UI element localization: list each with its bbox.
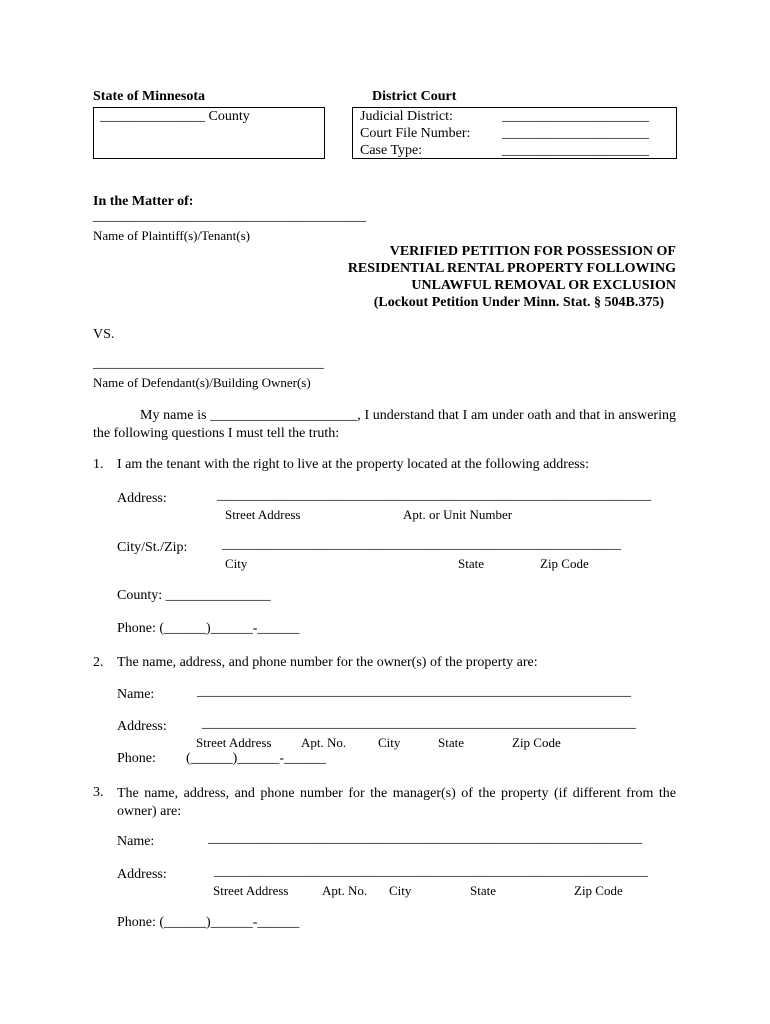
matter-label: In the Matter of: [93, 194, 194, 209]
judicial-district-field[interactable]: _____________________ [502, 109, 649, 124]
q2-address-label: Address: [117, 719, 167, 734]
q3-zip-caption: Zip Code [574, 883, 623, 898]
q3-address-label: Address: [117, 867, 167, 882]
q2-city-caption: City [378, 735, 401, 750]
q2-name-field[interactable]: ______________________________________________________________ [197, 684, 631, 699]
q2-number: 2. [93, 655, 104, 670]
q1-text: I am the tenant with the right to live at the property located at the following address: [117, 457, 589, 472]
q3-name-label: Name: [117, 834, 155, 849]
q3-phone-field[interactable]: Phone: (______)______-______ [117, 915, 300, 930]
q2-phone-label: Phone: [117, 751, 156, 766]
q2-street-caption: Street Address [196, 735, 272, 750]
q3-name-field[interactable]: ______________________________________________________________ [208, 831, 642, 846]
q2-name-label: Name: [117, 687, 155, 702]
court-file-label: Court File Number: [360, 126, 471, 141]
q3-city-caption: City [389, 883, 412, 898]
title-line: (Lockout Petition Under Minn. Stat. § 504B.375) [373, 295, 664, 310]
case-type-field[interactable]: _____________________ [502, 143, 649, 158]
plaintiff-label: Name of Plaintiff(s)/Tenant(s) [93, 228, 250, 243]
q3-address-field[interactable]: ______________________________________________________________ [214, 864, 648, 879]
q1-zip-caption: Zip Code [540, 556, 589, 571]
q1-city-field[interactable]: _________________________________________________________ [222, 537, 621, 552]
county-box [93, 107, 325, 159]
q1-address-label: Address: [117, 491, 167, 506]
petition-title [300, 243, 676, 311]
q3-apt-caption: Apt. No. [322, 883, 368, 898]
defendant-field[interactable]: _________________________________ [93, 356, 324, 371]
q2-text: The name, address, and phone number for the owner(s) of the property are: [117, 655, 538, 670]
case-type-label: Case Type: [360, 143, 423, 158]
q3-text: The name, address, and phone number for the manager(s) of the property (if different from the owner) are: [117, 786, 676, 819]
title-line: UNLAWFUL REMOVAL OR EXCLUSION [411, 278, 676, 293]
q1-city-label: City/St./Zip: [117, 540, 188, 555]
q1-address-field[interactable]: ______________________________________________________________ [217, 488, 651, 503]
q1-apt-caption: Apt. or Unit Number [403, 507, 513, 522]
q2-phone-field[interactable]: (______)______-______ [186, 751, 326, 766]
county-field[interactable]: _______________ County [100, 109, 250, 124]
versus-label: VS. [93, 327, 115, 342]
q2-apt-caption: Apt. No. [301, 735, 347, 750]
q3-state-caption: State [470, 883, 496, 898]
q1-state-caption: State [458, 556, 484, 571]
q1-phone-field[interactable]: Phone: (______)______-______ [117, 621, 300, 636]
intro-paragraph: My name is _____________________, I understand that I am under oath and that in answering the following questions I must tell the truth: [93, 408, 676, 441]
plaintiff-field[interactable]: _______________________________________ [93, 209, 366, 224]
q3-number: 3. [93, 785, 104, 800]
court-label: District Court [372, 89, 457, 104]
q2-address-field[interactable]: ______________________________________________________________ [202, 716, 636, 731]
q1-number: 1. [93, 457, 104, 472]
q3-street-caption: Street Address [213, 883, 289, 898]
q2-state-caption: State [438, 735, 464, 750]
q1-street-caption: Street Address [225, 507, 301, 522]
title-line: RESIDENTIAL RENTAL PROPERTY FOLLOWING [347, 261, 676, 276]
q1-city-caption: City [225, 556, 248, 571]
title-line: VERIFIED PETITION FOR POSSESSION OF [389, 244, 676, 259]
state-label: State of Minnesota [93, 89, 205, 104]
q1-county-field[interactable]: County: _______________ [117, 588, 271, 603]
case-info-box [352, 107, 677, 159]
defendant-label: Name of Defendant(s)/Building Owner(s) [93, 375, 311, 390]
judicial-district-label: Judicial District: [360, 109, 453, 124]
court-file-field[interactable]: _____________________ [502, 126, 649, 141]
q2-zip-caption: Zip Code [512, 735, 561, 750]
